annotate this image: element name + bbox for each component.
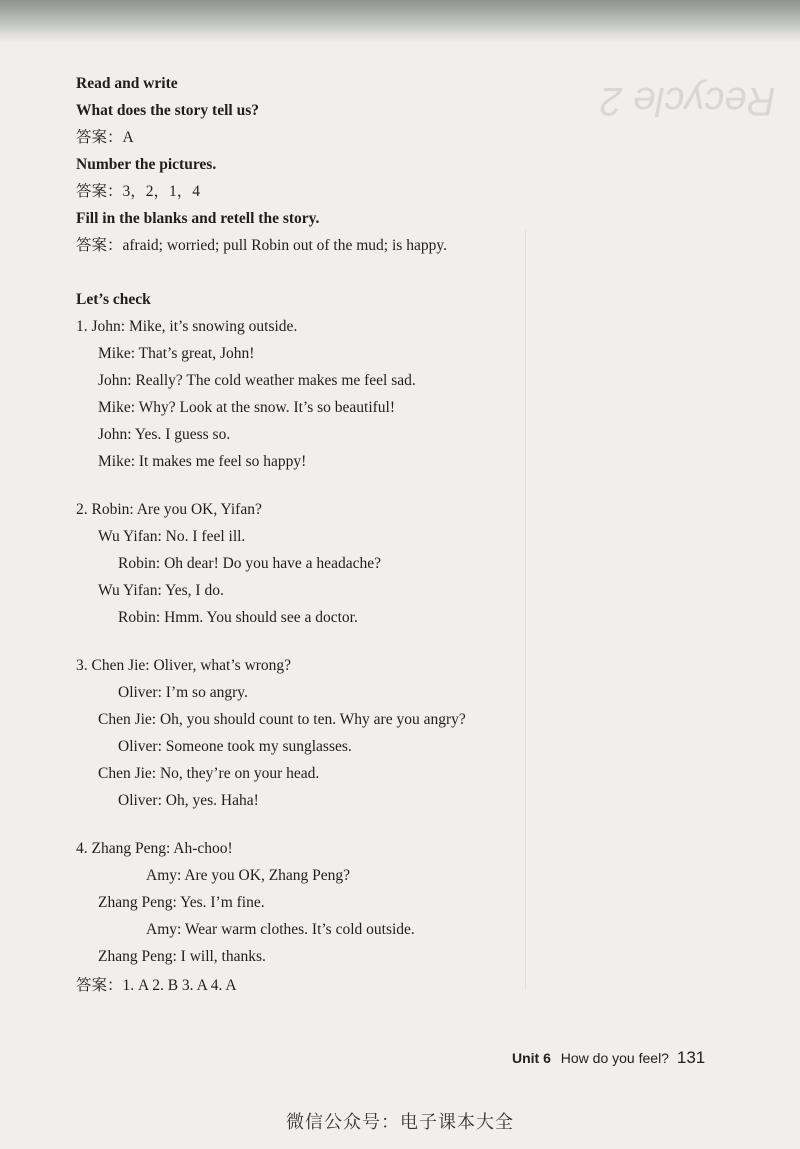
question-2: Number the pictures. <box>76 156 217 173</box>
footer-unit: Unit 6 <box>512 1050 551 1066</box>
dialogue-1-line-3: John: Really? The cold weather makes me feel sad. <box>98 372 416 389</box>
dialogue-4-line-3: Zhang Peng: Yes. I’m fine. <box>98 894 265 911</box>
dialogue-3-line-3: Chen Jie: Oh, you should count to ten. Why are you angry? <box>98 711 466 728</box>
dialogue-2-line-2: Wu Yifan: No. I feel ill. <box>98 528 246 545</box>
dialogue-4-line-1: 4. Zhang Peng: Ah-choo! <box>76 840 233 857</box>
dialogue-2-line-1: 2. Robin: Are you OK, Yifan? <box>76 501 262 518</box>
footer-title: How do you feel? <box>560 1050 669 1066</box>
answer-2: 答案：3，2，1，4 <box>76 183 201 200</box>
bleed-through-title: Recycle 2 <box>600 79 776 123</box>
dialogue-1-line-6: Mike: It makes me feel so happy! <box>98 453 307 470</box>
dialogue-1-line-4: Mike: Why? Look at the snow. It’s so beautiful! <box>98 399 396 416</box>
dialogue-2-line-3: Robin: Oh dear! Do you have a headache? <box>118 555 381 572</box>
wechat-watermark: 微信公众号：电子课本大全 <box>286 1112 514 1133</box>
question-1: What does the story tell us? <box>76 102 259 119</box>
dialogue-3-line-5: Chen Jie: No, they’re on your head. <box>98 765 320 782</box>
page-footer <box>512 1048 705 1068</box>
answer-1: 答案：A <box>76 129 134 146</box>
dialogue-4-line-2: Amy: Are you OK, Zhang Peng? <box>146 867 351 884</box>
lets-check-answer: 答案：1. A 2. B 3. A 4. A <box>76 977 237 994</box>
dialogue-3-line-4: Oliver: Someone took my sunglasses. <box>118 738 352 755</box>
dialogue-2-line-4: Wu Yifan: Yes, I do. <box>98 582 224 599</box>
bleed-through-column <box>525 230 776 990</box>
dialogue-3-line-1: 3. Chen Jie: Oliver, what’s wrong? <box>76 657 292 674</box>
dialogue-4-line-4: Amy: Wear warm clothes. It’s cold outside. <box>146 921 415 938</box>
dialogue-2-line-5: Robin: Hmm. You should see a doctor. <box>118 609 358 626</box>
dialogue-1-line-1: 1. John: Mike, it’s snowing outside. <box>76 318 298 335</box>
page-number: 131 <box>676 1048 706 1067</box>
dialogue-1-line-5: John: Yes. I guess so. <box>98 426 231 443</box>
answer-3: 答案：afraid; worried; pull Robin out of the mud; is happy. <box>76 237 447 254</box>
dialogue-3-line-6: Oliver: Oh, yes. Haha! <box>118 792 259 809</box>
dialogue-3-line-2: Oliver: I’m so angry. <box>118 684 248 701</box>
dialogue-1-line-2: Mike: That’s great, John! <box>98 345 255 362</box>
lets-check-heading: Let’s check <box>76 291 151 308</box>
read-and-write-heading: Read and write <box>76 75 178 92</box>
page-top-shadow <box>0 0 800 42</box>
dialogue-4-line-5: Zhang Peng: I will, thanks. <box>98 948 266 965</box>
question-3: Fill in the blanks and retell the story. <box>76 210 320 227</box>
